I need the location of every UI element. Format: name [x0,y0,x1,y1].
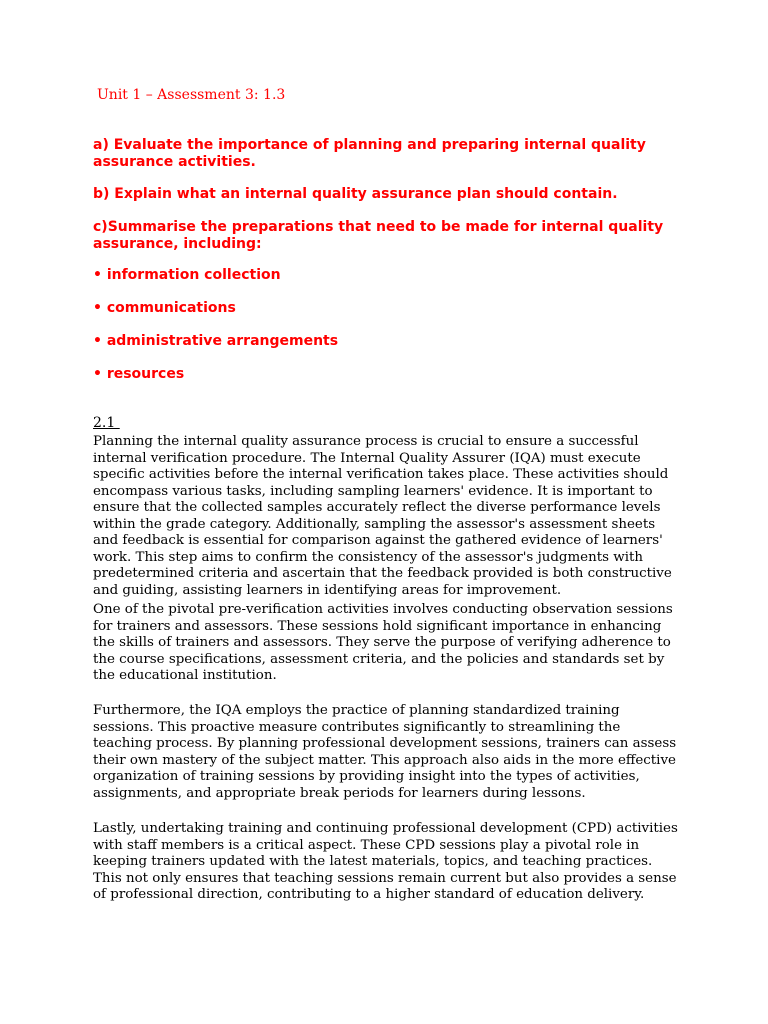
paragraph-3: Furthermore, the IQA employs the practice of planning standardized training sessions. This proactive measure contributes significantly to streamlining the teaching process. By planning professional development sessions, trainers can assess their own mastery of the subject matter. This approach also aids in the more effective organization of training sessions by providing insight into the types of activities, assignments, and appropriate break periods for learners during lessons. [93,703,677,801]
paragraph-1: Planning the internal quality assurance process is crucial to ensure a successful internal verification procedure. The Internal Quality Assurer (IQA) must execute specific activities before the internal verification takes place. These activities should encompass various tasks, including sampling learners' evidence. It is important to ensure that the collected samples accurately reflect the diverse performance levels within the grade category. Additionally, sampling the assessor's assessment sheets and feedback is essential for comparison against the gathered evidence of learners' work. This step aims to confirm the consistency of the assessor's judgments with predetermined criteria and ascertain that the feedback provided is both constructive and guiding, assisting learners in identifying areas for improvement. [93,434,672,598]
bullet-communications: • communications [93,300,236,316]
question-b: b) Explain what an internal quality assurance plan should contain. [93,186,618,202]
bullet-information-collection: • information collection [93,267,281,283]
section-number: 2.1 [93,415,120,431]
question-a: a) Evaluate the importance of planning and preparing internal quality assurance activities. [93,137,646,170]
bullet-administrative-arrangements: • administrative arrangements [93,333,339,349]
bullet-resources: • resources [93,366,185,382]
paragraph-4: Lastly, undertaking training and continuing professional development (CPD) activities with staff members is a critical aspect. These CPD sessions play a pivotal role in keeping trainers updated with the latest materials, topics, and teaching practices. This not only ensures that teaching sessions remain current but also provides a sense of professional direction, contributing to a higher standard of education delivery. [93,821,678,902]
question-c: c)Summarise the preparations that need to be made for internal quality assurance, including: [93,219,664,252]
assessment-header: Unit 1 – Assessment 3: 1.3 [97,87,286,103]
paragraph-2: One of the pivotal pre-verification activities involves conducting observation sessions for trainers and assessors. These sessions hold significant importance in enhancing the skills of trainers and assessors. They serve the purpose of verifying adherence to the course specifications, assessment criteria, and the policies and standards set by the educational institution. [93,602,673,683]
